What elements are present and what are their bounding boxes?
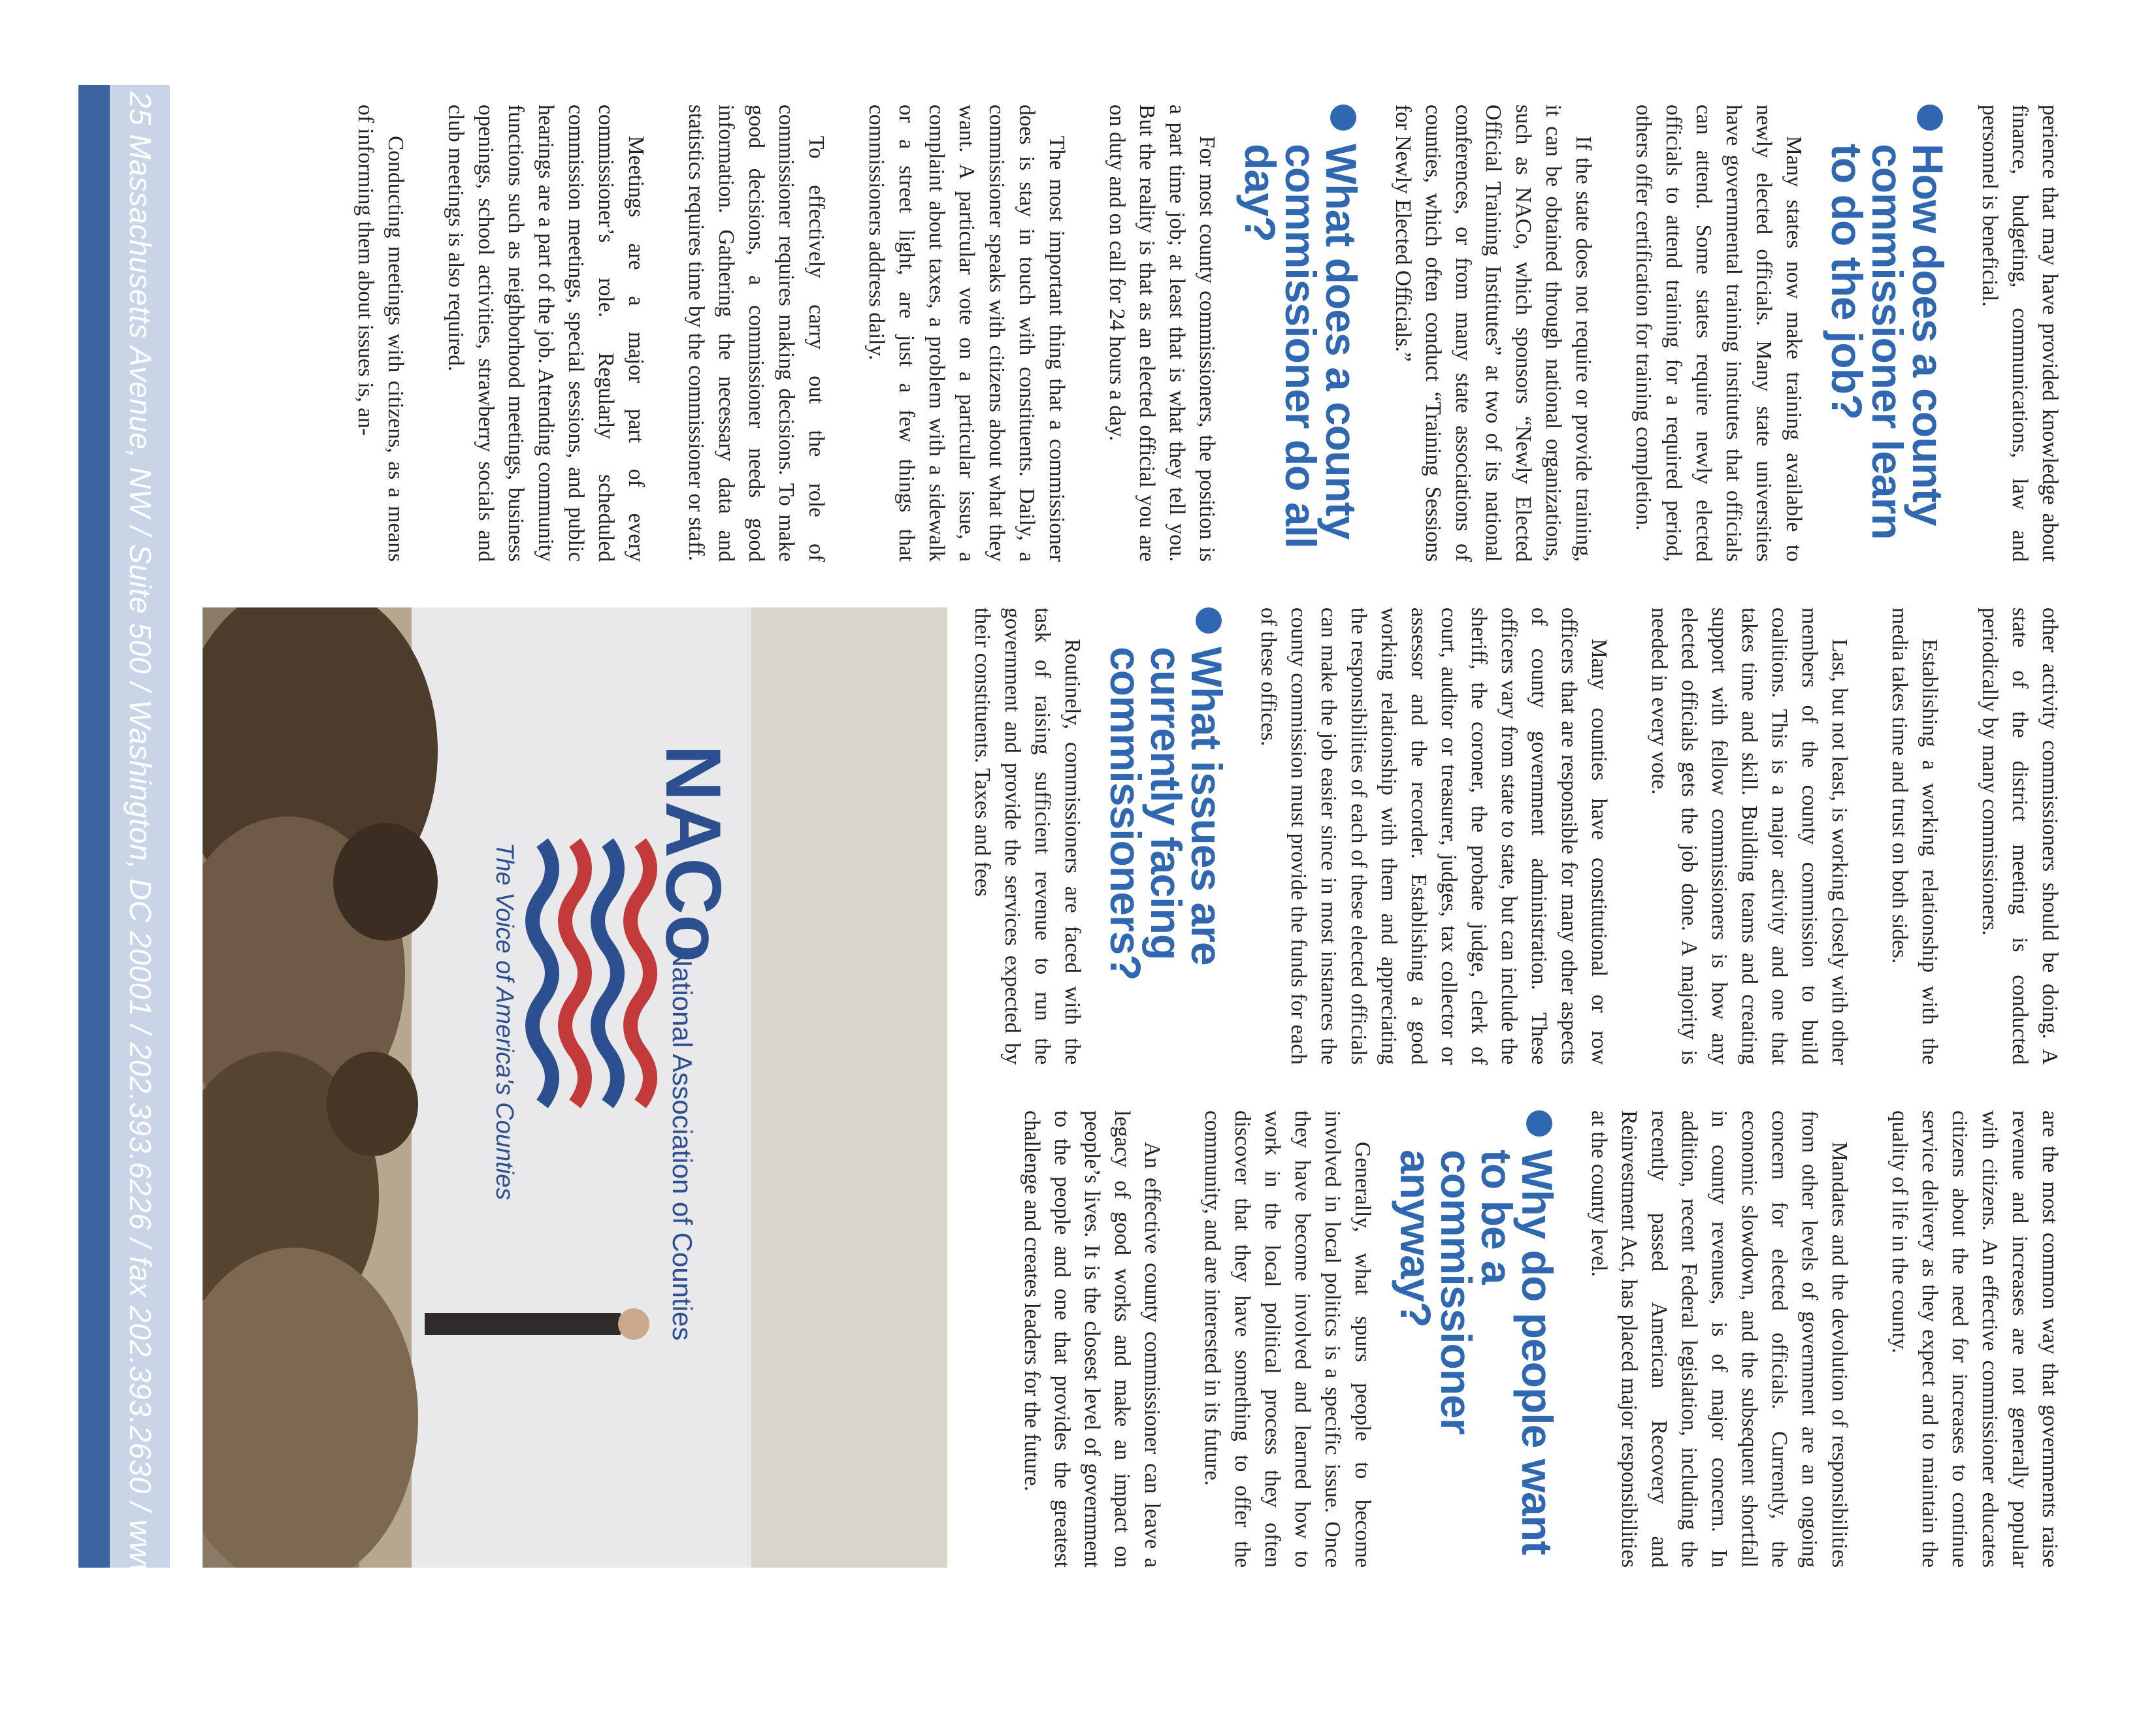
paragraph: Many counties have constitutional or row officers that are responsible for many other aspects of county government administration. These officers vary from state to state, but can include the sheriff, the coroner, the probate judge, clerk of court, auditor or treasurer, judges, tax collector or assessor and the recorder. Establishing a good working relationship with them and appreciating the responsibilities of each of these elected officials can make the job easier since in most instances the county commission must provide the funds for each of these offices. [1256,607,1611,1065]
speaker-figure [425,1313,621,1335]
column-2 [970,607,2065,1065]
bullet-icon [1526,1110,1552,1137]
footer-address: 25 Massachusetts Avenue, NW / Suite 500 / Washington, DC 20001 / 202.393.6226 / fax 202.393.2630 / www.naco.org [123,91,157,1712]
col1-intro: perience that may have provided knowledge about finance, budgeting, communications, law and personnel is beneficial. [1978,105,2062,562]
heading-current-issues [1102,607,1231,1065]
paragraph: To effectively carry out the role of commissioner requires making decisions. To make good decisions, a commissioner needs good information. Gathering the necessary data and statistics requires time by the commissioner or staff. [684,105,828,562]
paragraph: Many states now make training available to newly elected officials. Many state universities have governmental training institutes that officials can attend. Some states require newly elected officials to attend training for a required period, others offer certification for training completion. [1631,105,1806,562]
heading-why-commissioner [1392,1110,1561,1568]
heading-text: What issues are currently facing commissioners? [1102,647,1231,980]
paragraph: Routinely, commissioners are faced with the task of raising sufficient revenue to run the government and provide the services expected by their constituents. Taxes and fees [970,607,1085,1065]
conference-photo [203,607,947,1568]
footer-bar [78,85,110,1568]
heading-text: What does a county commissioner do all day? [1236,144,1365,549]
heading-learn-job [1823,105,1952,562]
paragraph: The most important thing that a commissioner does is stay in touch with constituents. Daily, a commissioner speaks with citizens about what they want. A particular vote on a particular issue, a complaint about taxes, a problem with a sidewalk or a street light, are just a few things that commissioners address daily. [864,105,1069,562]
bullet-icon [1196,607,1222,634]
heading-text: Why do people want to be a commissioner anyway? [1392,1150,1561,1555]
naco-logo-subtitle: National Association of Counties [667,947,698,1341]
col2-intro: other activity commissioners should be doing. A state of the district meeting is conducted periodically by many commissioners. [1978,607,2062,1065]
naco-logo-tagline: The Voice of America's Counties [491,843,518,1201]
paragraph: For most county commissioners, the position is a part time job; at least that is what they tell you. But the reality is that as an elected official you are on duty and on call for 24 hours a day. [1105,105,1219,562]
paragraph: An effective county commissioner can leave a legacy of good works and make an impact on people’s lives. It is the closest level of government to the people and one that provides the greatest challenge and creates leaders for the future. [1020,1110,1164,1568]
bullet-icon [1330,105,1356,131]
paragraph: Meetings are a major part of every commissioner’s role. Regularly scheduled commission meetings, special sessions, and public hearings are a part of the job. Attending community functions such as neighborhood meetings, business openings, school activities, strawberry socials and club meetings is also required. [444,105,648,562]
photo-scene [203,607,947,1568]
col3-intro: are the most common way that governments raise revenue and increases are not generally popular with citizens. An effective commissioner educates citizens about the need for increases to continue service delivery as they expect and to maintain the quality of life in the county. [1887,1110,2062,1568]
naco-logo-text: NACo [649,745,737,963]
paragraph: Establishing a working relationship with the media takes time and trust on both sides. [1887,607,1942,1065]
paragraph: If the state does not require or provide training, it can be obtained through national organizations, such as NACo, which sponsors “Newly Elected Official Training Institutes” at two of its national conferences, or from many state associations of counties, which often conduct “Training Sessions for Newly Elected Officials.” [1391,105,1595,562]
column-3 [980,1110,2065,1568]
paragraph: Last, but not least, is working closely with other members of the county commission to build coalitions. This is a major activity and one that takes time and skill. Building teams and creating support with fellow commissioners is how any elected officials gets the job done. A majority is needed in every vote. [1647,607,1852,1065]
bullet-icon [1917,105,1943,131]
heading-commissioner-day [1236,105,1365,562]
paragraph: Conducting meetings with citizens, as a means of informing them about issues is, an- [353,105,408,562]
paragraph: Generally, what spurs people to become involved in local politics is a specific issue. Once they have become involved and learned how to work in the local political process they often discover that they have something to offer the community, and are interested in its future. [1200,1110,1375,1568]
paragraph: Mandates and the devolution of responsibilities from other levels of government are an ongoing concern for elected officials. Currently, the economic slowdown, and the subsequent shortfall in county revenues, is of major concern. In addition, recent Federal legislation, including the recently passed American Recovery and Reinvestment Act, has placed major responsibilities at the county level. [1587,1110,1852,1568]
column-1 [183,105,2065,562]
heading-text: How does a county commissioner learn to do the job? [1823,144,1952,540]
